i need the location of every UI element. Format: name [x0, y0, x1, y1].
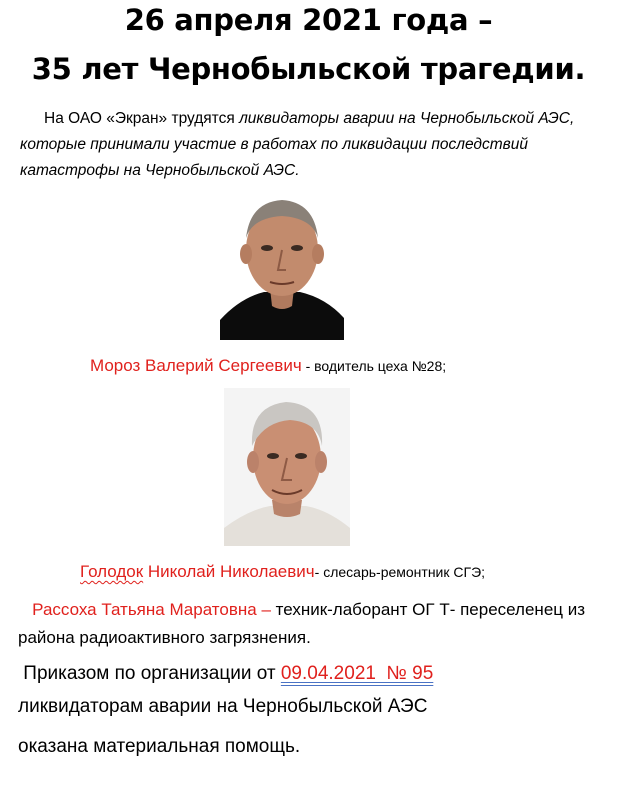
person-caption-rassokha [18, 596, 608, 652]
headline-anniversary: 35 лет Чернобыльской трагедии. [31, 52, 586, 86]
order-line-1 [18, 663, 608, 685]
intro-paragraph [20, 106, 610, 184]
person-role-moroz: - водитель цеха №28; [301, 358, 447, 374]
person-name-moroz: Мороз Валерий Сергеевич [90, 356, 302, 375]
person-role-golodok: - слесарь-ремонтник СГЭ; [314, 564, 486, 580]
portrait-photo-golodok [224, 388, 350, 546]
intro-plain-text: На ОАО «Экран» трудятся [44, 110, 240, 127]
person-name-golodok: Николай Николаевич [143, 562, 315, 581]
person-role-rassokha: техник-лаборант ОГ Т- переселенец из района радиоактивного загрязнения. [18, 600, 586, 647]
order-line-3: оказана материальная помощь. [18, 736, 301, 757]
person-caption-golodok [80, 562, 485, 582]
headline-date: 26 апреля 2021 года – [124, 3, 493, 37]
person-surname-golodok: Голодок [80, 562, 144, 581]
order-line-2: ликвидаторам аварии на Чернобыльской АЭС [18, 696, 428, 717]
order-prefix: Приказом по организации от [23, 663, 281, 684]
person-caption-moroz [90, 356, 446, 376]
portrait-photo-moroz [220, 188, 344, 340]
order-date-reference: 09.04.2021 № 95 [280, 663, 434, 684]
person-name-rassokha: Рассоха Татьяна Маратовна – [32, 600, 276, 619]
intro-italic-text: ликвидаторы аварии на Чернобыльской АЭС, которые принимали участие в работах по ликвидации последствий катастрофы на Чернобыльской АЭС. [20, 110, 575, 179]
